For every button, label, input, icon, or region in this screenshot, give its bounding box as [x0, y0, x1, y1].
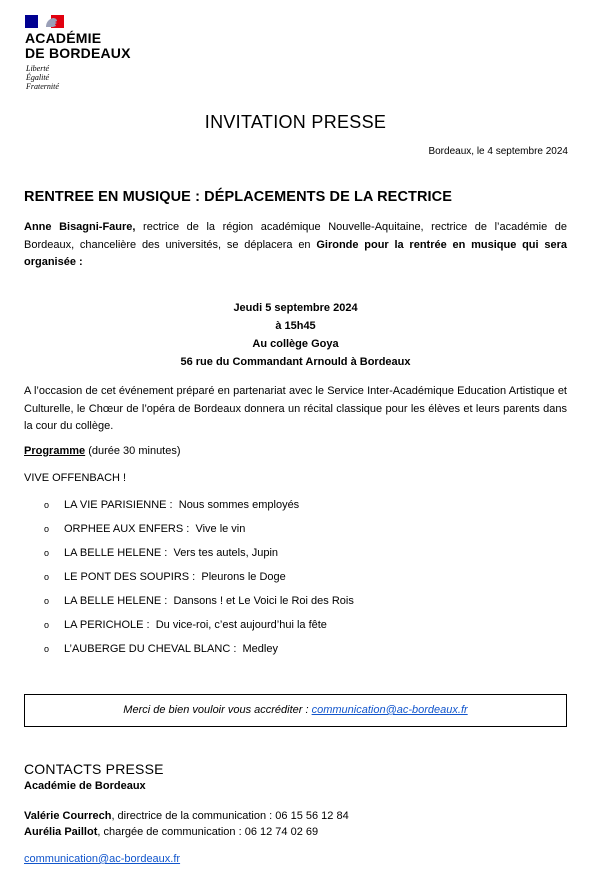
- list-item: [44, 545, 354, 569]
- list-item: [44, 497, 354, 521]
- motto-egalite: Égalité: [26, 73, 50, 82]
- work-title: ORPHEE AUX ENFERS :: [64, 523, 190, 535]
- programme-line: [24, 445, 181, 457]
- document-date: Bordeaux, le 4 septembre 2024: [428, 146, 568, 157]
- motto-liberte: Liberté: [26, 64, 50, 73]
- piece-title: Vive le vin: [195, 523, 246, 535]
- work-title: L’AUBERGE DU CHEVAL BLANC :: [64, 643, 237, 655]
- academy-logo-title: [25, 31, 131, 61]
- list-item: [44, 641, 354, 665]
- bullet-icon: o: [44, 548, 50, 558]
- rectrice-name: Anne Bisagni-Faure,: [24, 221, 136, 233]
- contacts-title: CONTACTS PRESSE: [24, 761, 164, 777]
- piece-title: Pleurons le Doge: [201, 571, 286, 583]
- contact-person: [24, 826, 318, 838]
- list-item: [44, 593, 354, 617]
- work-title: LA VIE PARISIENNE :: [64, 499, 173, 511]
- bullet-icon: o: [44, 500, 50, 510]
- motto-fraternite: Fraternité: [26, 82, 59, 91]
- contact-role: , directrice de la communication : 06 15 56 12 84: [111, 810, 349, 822]
- bullet-icon: o: [44, 596, 50, 606]
- description-paragraph: A l’occasion de cet événement préparé en partenariat avec le Service Inter-Académique Education Artistique et Culturelle, le Chœur de l’opéra de Bordeaux donnera un récital classique pour les élèves et leurs parents dans la cour du collège.: [24, 385, 567, 432]
- work-title: LA BELLE HELENE :: [64, 595, 168, 607]
- event-place: Au collège Goya: [252, 338, 339, 350]
- programme-duration: (durée 30 minutes): [85, 445, 181, 457]
- subject-heading: RENTREE EN MUSIQUE : DÉPLACEMENTS DE LA RECTRICE: [24, 189, 453, 205]
- piece-title: Medley: [242, 643, 278, 655]
- event-time: à 15h45: [275, 320, 316, 332]
- french-flag-logo: [25, 15, 64, 28]
- event-date: Jeudi 5 septembre 2024: [233, 302, 358, 314]
- intro-text: rectrice de la région académique Nouvelle-Aquitaine, rectrice de l’académie de Bordeaux, chancelière des universités, se déplacera en: [24, 221, 567, 251]
- marianne-icon: [45, 17, 59, 27]
- list-item: [44, 569, 354, 593]
- piece-title: Nous sommes employés: [178, 499, 300, 511]
- accreditation-box: [24, 694, 567, 727]
- intro-bold-text: Gironde pour la rentrée en musique qui sera organisée :: [24, 238, 567, 268]
- work-title: LA PERICHOLE :: [64, 619, 150, 631]
- bullet-icon: o: [44, 644, 50, 654]
- contact-email-link[interactable]: communication@ac-bordeaux.fr: [24, 853, 181, 865]
- bullet-icon: o: [44, 620, 50, 630]
- work-title: LE PONT DES SOUPIRS :: [64, 571, 196, 583]
- bullet-icon: o: [44, 524, 50, 534]
- contact-role: , chargée de communication : 06 12 74 02 69: [97, 826, 319, 838]
- programme-label: Programme: [24, 445, 86, 457]
- logo-line-2: DE BORDEAUX: [25, 45, 131, 61]
- programme-heading: VIVE OFFENBACH !: [24, 472, 127, 484]
- accreditation-text: Merci de bien vouloir vous accréditer :: [123, 704, 312, 716]
- contact-name: Aurélia Paillot: [24, 826, 98, 838]
- contact-name: Valérie Courrech: [24, 810, 112, 822]
- contacts-organization: Académie de Bordeaux: [24, 780, 146, 792]
- bullet-icon: o: [44, 572, 50, 582]
- piece-title: Du vice-roi, c’est aujourd’hui la fête: [155, 619, 327, 631]
- list-item: [44, 617, 354, 641]
- intro-paragraph: [24, 219, 567, 272]
- list-item: [44, 521, 354, 545]
- event-details: [0, 299, 591, 371]
- event-address: 56 rue du Commandant Arnould à Bordeaux: [180, 356, 411, 368]
- piece-title: Dansons ! et Le Voici le Roi des Rois: [173, 595, 354, 607]
- document-title: INVITATION PRESSE: [204, 112, 387, 132]
- programme-list: [44, 497, 354, 665]
- piece-title: Vers tes autels, Jupin: [173, 547, 279, 559]
- work-title: LA BELLE HELENE :: [64, 547, 168, 559]
- accreditation-email-link[interactable]: communication@ac-bordeaux.fr: [311, 704, 468, 716]
- republic-motto: [26, 64, 59, 91]
- contact-person: [24, 810, 349, 822]
- logo-line-1: ACADÉMIE: [25, 30, 102, 46]
